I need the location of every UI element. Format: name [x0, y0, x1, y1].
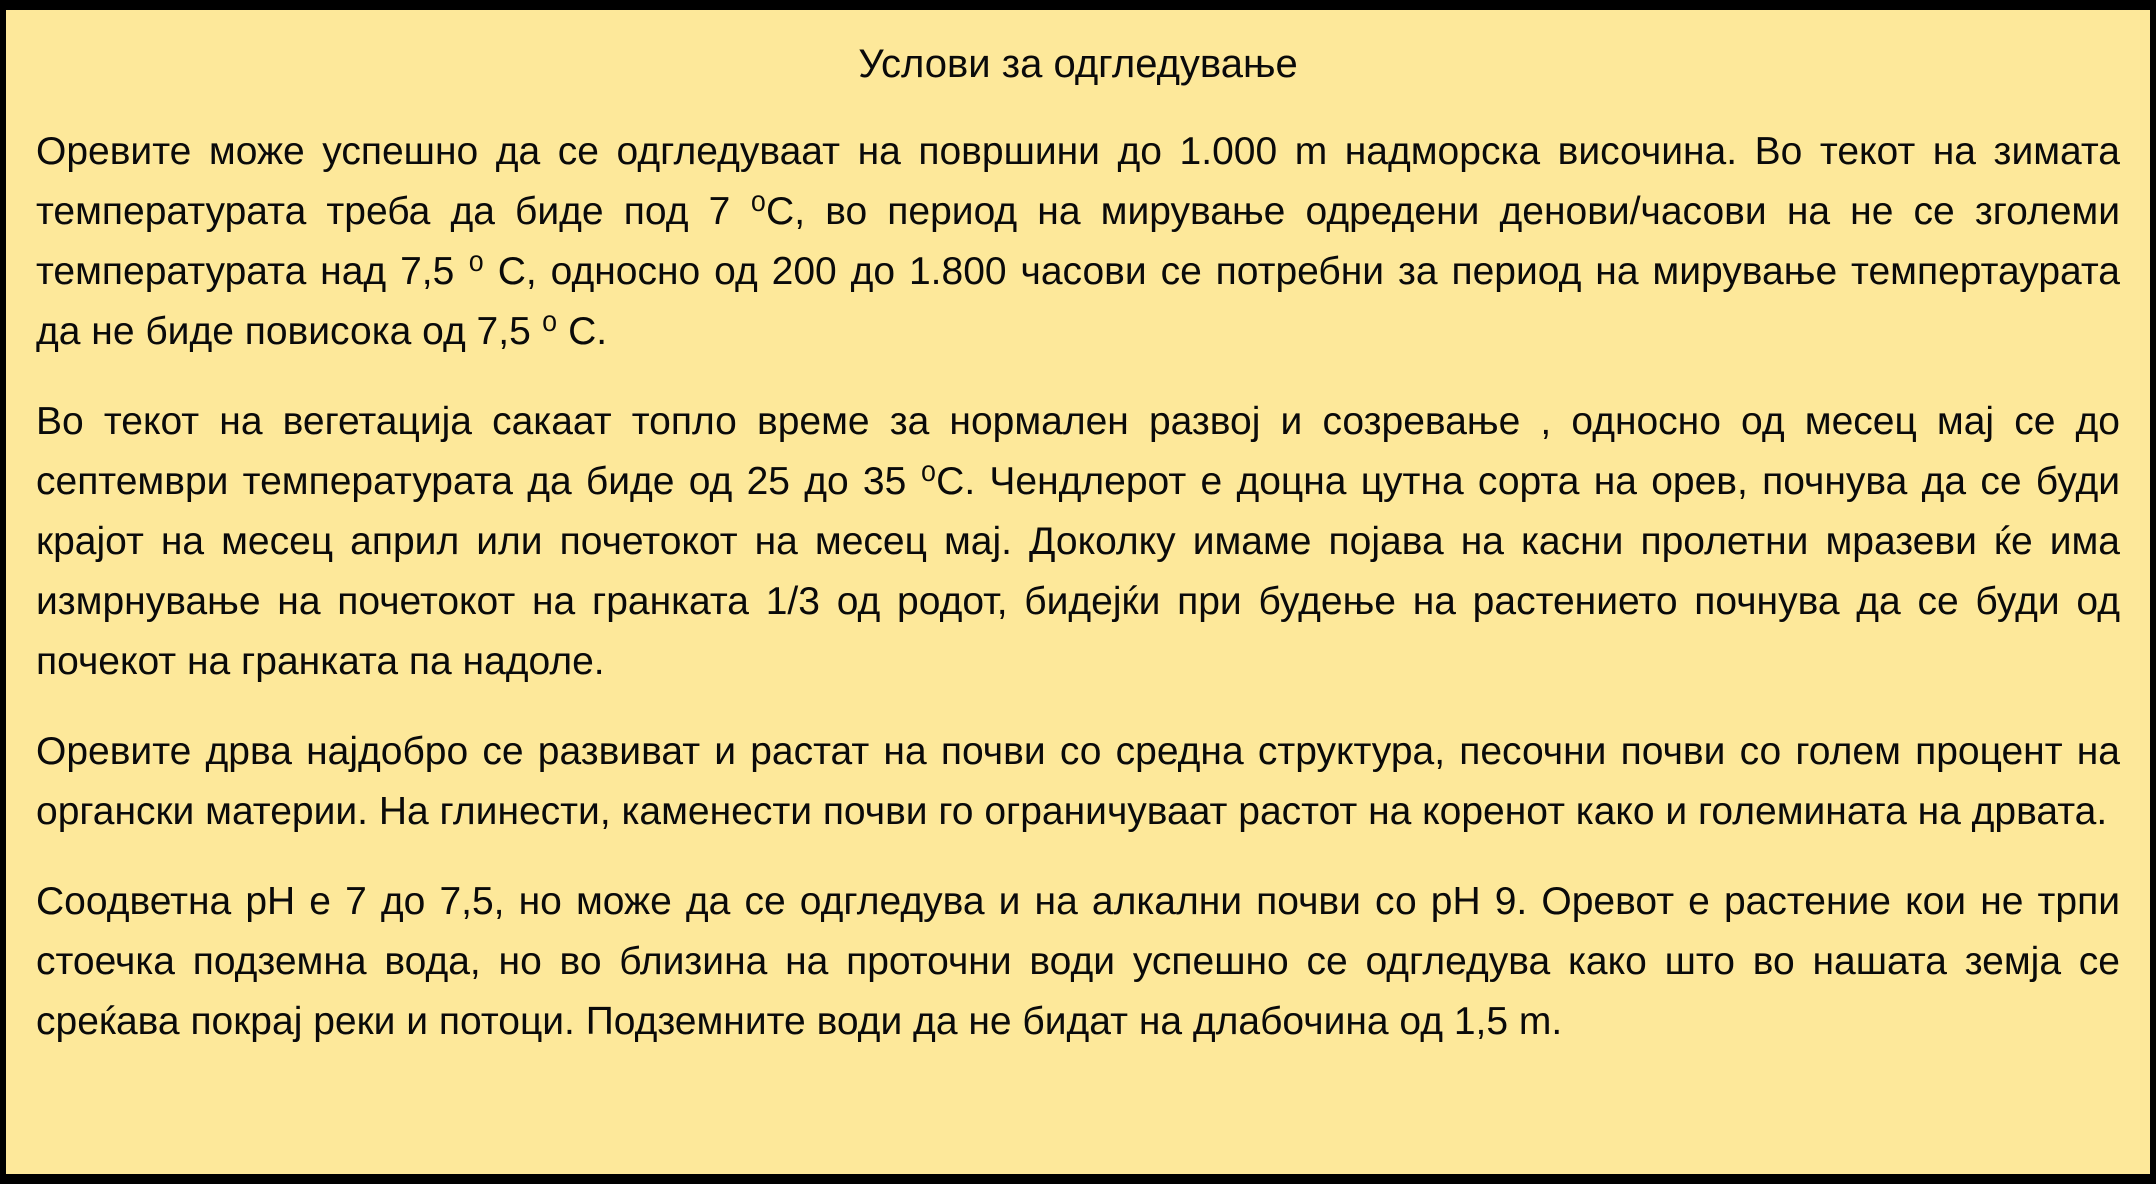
paragraph-soil: Оревите дрва најдобро се развиват и растат на почви со средна структура, песочни почви со голем процент на органски материи. На глинести, каменести почви го ограничуваат растот на коренот како и големината на дрвата. — [36, 730, 2120, 833]
paragraph-vegetation: Во текот на вегетација сакаат топло време за нормален развој и созревање , односно од месец мај се до септември температурата да биде од 25 до 35 ⁰С. Чендлерот е доцна цутна сорта на орев, почнува да се буди крајот на месец април или почетокот на месец мај. Доколку имаме појава на касни пролетни мразеви ќе има измрнување на почетокот на гранката 1/3 од родот, бидејќи при будење на растението почнува да се буди од почекот на гранката па надоле. — [36, 400, 2120, 683]
slide — [6, 10, 2150, 1174]
page-title: Услови за одгледување — [858, 42, 1298, 86]
paragraph-ph-water: Соодветна pH е 7 до 7,5, но може да се одгледува и на алкални почви со pH 9. Оревот е растение кои не трпи стоечка подземна вода, но во близина на проточни води успешно се одгледува како што во нашата земја се среќава покрај реки и потоци. Подземните води да не бидат на длабочина од 1,5 m. — [36, 880, 2120, 1043]
paragraph-altitude-temperature: Оревите може успешно да се одгледуваат на површини до 1.000 m надморска височина. Во текот на зимата температурата треба да биде под 7 ⁰С, во период на мирување одредени денови/часови на не се зголеми температурата над 7,5 ⁰ С, односно од 200 до 1.800 часови се потребни за период на мирување темпертаурата да не биде повисока од 7,5 ⁰ С. — [36, 130, 2120, 353]
